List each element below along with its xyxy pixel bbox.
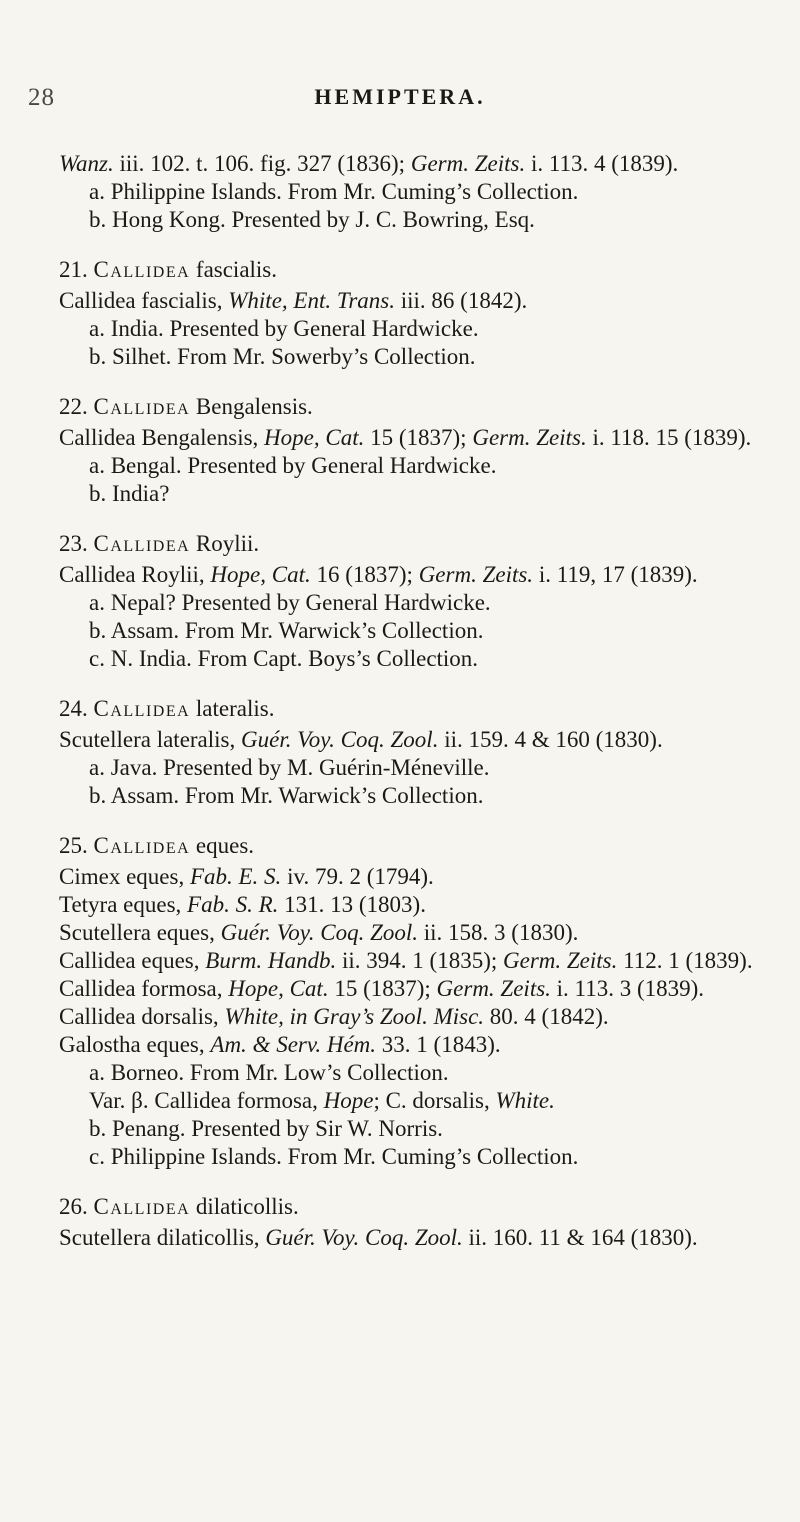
journal-ref: Fab. S. R. — [187, 892, 279, 917]
citation-text: ; C. dorsalis, — [373, 1088, 496, 1113]
citation-text: i. 113. 4 (1839). — [525, 151, 679, 176]
citation-text: Scutellera lateralis, — [59, 727, 242, 752]
genus-name: Callidea — [93, 696, 191, 721]
citation-text: Callidea Bengalensis, — [59, 425, 265, 450]
citation-line — [59, 150, 769, 178]
journal-ref: Fab. E. S. — [189, 864, 282, 889]
page-body — [59, 150, 769, 1252]
journal-ref: Hope — [323, 1088, 374, 1113]
species-heading-21 — [59, 256, 769, 284]
journal-ref: Germ. Zeits. — [418, 562, 534, 587]
citation-text: i. 113. 3 (1839). — [550, 976, 705, 1001]
species-number: 23. — [59, 531, 94, 556]
citation-text: 112. 1 (1839). — [617, 948, 753, 973]
journal-ref: Guér. Voy. Coq. Zool. — [265, 1225, 463, 1250]
species-heading-25 — [59, 832, 769, 860]
genus-name: Callidea — [93, 531, 191, 556]
citation-text: i. 119, 17 (1839). — [533, 562, 698, 587]
specimen-line: b. Assam. From Mr. Warwick’s Collection. — [89, 783, 484, 808]
species-name: Roylii. — [190, 531, 260, 556]
journal-ref: White. — [495, 1088, 555, 1113]
species-name: dilaticollis. — [190, 1194, 299, 1219]
citation-text: ii. 160. 11 & 164 (1830). — [462, 1225, 698, 1250]
citation-text: Callidea formosa, — [59, 976, 229, 1001]
citation-text: 80. 4 (1842). — [484, 1004, 609, 1029]
variety-line — [59, 1087, 769, 1115]
specimen-line: a. Bengal. Presented by General Hardwicke. — [89, 453, 497, 478]
citation-line — [59, 287, 769, 315]
journal-ref: Hope, Cat. — [264, 425, 365, 450]
citation-text: iii. 102. t. 106. fig. 327 (1836); — [113, 151, 411, 176]
citation-text: ii. 159. 4 & 160 (1830). — [438, 727, 663, 752]
genus-name: Callidea — [93, 394, 191, 419]
journal-ref: Guér. Voy. Coq. Zool. — [241, 727, 439, 752]
species-number: 26. — [59, 1194, 94, 1219]
page-number: 28 — [28, 84, 55, 111]
citation-text: 15 (1837); — [364, 425, 473, 450]
citation-text: iii. 86 (1842). — [395, 288, 528, 313]
citation-line — [59, 1031, 769, 1059]
journal-ref: Wanz. — [59, 151, 114, 176]
journal-ref: Hope, Cat. — [210, 562, 311, 587]
citation-text: Var. β. Callidea formosa, — [89, 1088, 324, 1113]
citation-line — [59, 975, 769, 1003]
specimen-line: a. Philippine Islands. From Mr. Cuming’s Collection. — [89, 179, 579, 204]
citation-line — [59, 891, 769, 919]
species-name: eques. — [190, 833, 255, 858]
citation-text: 131. 13 (1803). — [278, 892, 426, 917]
citation-text: Callidea fascialis, — [59, 288, 229, 313]
specimen-line: c. Philippine Islands. From Mr. Cuming’s Collection. — [89, 1144, 579, 1169]
citation-text: 33. 1 (1843). — [376, 1032, 501, 1057]
species-name: Bengalensis. — [190, 394, 313, 419]
citation-text: 16 (1837); — [310, 562, 419, 587]
specimen-line: a. Borneo. From Mr. Low’s Collection. — [89, 1060, 449, 1085]
citation-text: ii. 158. 3 (1830). — [418, 920, 579, 945]
species-number: 22. — [59, 394, 94, 419]
species-name: fascialis. — [190, 257, 278, 282]
species-heading-23 — [59, 530, 769, 558]
species-heading-24 — [59, 695, 769, 723]
journal-ref: White, in Gray’s Zool. Misc. — [224, 1004, 485, 1029]
citation-text: ii. 394. 1 (1835); — [336, 948, 503, 973]
journal-ref: Guér. Voy. Coq. Zool. — [220, 920, 419, 945]
species-number: 25. — [59, 833, 94, 858]
citation-line — [59, 919, 769, 947]
citation-text: Tetyra eques, — [59, 892, 188, 917]
specimen-line: b. Assam. From Mr. Warwick’s Collection. — [89, 618, 484, 643]
genus-name: Callidea — [93, 257, 191, 282]
journal-ref: Germ. Zeits. — [436, 976, 551, 1001]
citation-line — [59, 863, 769, 891]
citation-text: 15 (1837); — [328, 976, 437, 1001]
specimen-line: a. India. Presented by General Hardwicke. — [89, 316, 479, 341]
journal-ref: White, Ent. Trans. — [228, 288, 396, 313]
journal-ref: Germ. Zeits. — [503, 948, 618, 973]
citation-text: Callidea eques, — [59, 948, 206, 973]
species-heading-26 — [59, 1193, 769, 1221]
specimen-line: a. Nepal? Presented by General Hardwicke. — [89, 590, 491, 615]
genus-name: Callidea — [93, 833, 191, 858]
specimen-line: b. India? — [89, 481, 170, 506]
species-heading-22 — [59, 393, 769, 421]
citation-text: Galostha eques, — [59, 1032, 211, 1057]
citation-line — [59, 726, 769, 754]
journal-ref: Hope, Cat. — [228, 976, 329, 1001]
running-title: HEMIPTERA. — [314, 84, 486, 109]
citation-text: iv. 79. 2 (1794). — [281, 864, 434, 889]
species-name: lateralis. — [190, 696, 275, 721]
journal-ref: Burm. Handb. — [205, 948, 337, 973]
species-number: 21. — [59, 257, 94, 282]
genus-name: Callidea — [93, 1194, 191, 1219]
specimen-line: b. Penang. Presented by Sir W. Norris. — [89, 1116, 443, 1141]
journal-ref: Germ. Zeits. — [410, 151, 526, 176]
citation-text: Scutellera dilaticollis, — [59, 1225, 266, 1250]
specimen-line: c. N. India. From Capt. Boys’s Collection. — [89, 646, 479, 671]
citation-line — [59, 1003, 769, 1031]
specimen-line: b. Hong Kong. Presented by J. C. Bowring, Esq. — [89, 207, 535, 232]
citation-line — [59, 1224, 769, 1252]
citation-text: Callidea Roylii, — [59, 562, 211, 587]
specimen-line: a. Java. Presented by M. Guérin-Méneville. — [89, 755, 490, 780]
specimen-line: b. Silhet. From Mr. Sowerby’s Collection. — [89, 344, 476, 369]
running-head — [28, 84, 772, 124]
citation-text: i. 118. 15 (1839). — [586, 425, 752, 450]
citation-line — [59, 561, 769, 589]
species-number: 24. — [59, 696, 94, 721]
citation-line — [59, 947, 769, 975]
citation-text: Cimex eques, — [59, 864, 190, 889]
citation-line — [59, 424, 769, 452]
journal-ref: Germ. Zeits. — [472, 425, 587, 450]
citation-text: Scutellera eques, — [59, 920, 221, 945]
citation-text: Callidea dorsalis, — [59, 1004, 225, 1029]
journal-ref: Am. & Serv. Hém. — [210, 1032, 377, 1057]
